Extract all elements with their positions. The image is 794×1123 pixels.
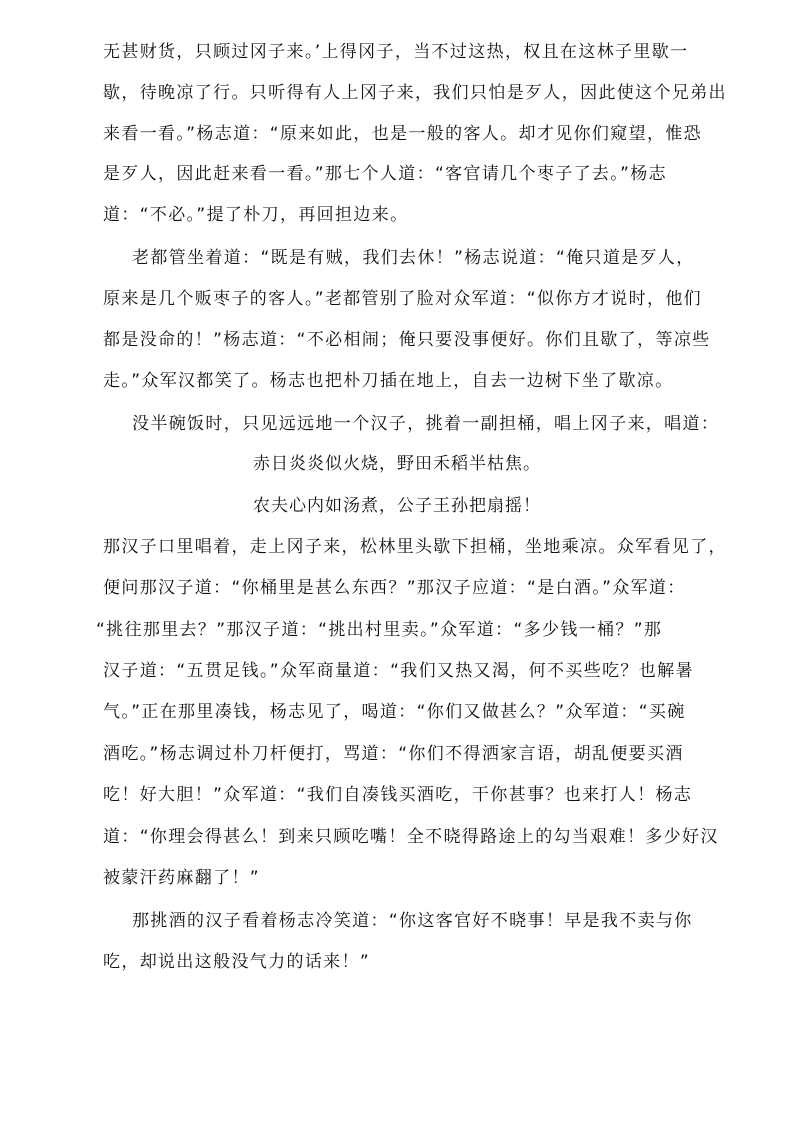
text-line: 吃，却说出这般没气力的话来！” xyxy=(103,952,371,972)
poem-line: 赤日炎炎似火烧，野田禾稻半枯焦。 xyxy=(253,454,541,474)
text-line: 无甚财货，只顾过冈子来。’上得冈子，当不过这热，权且在这林子里歇一 xyxy=(103,42,689,62)
poem-line: 农夫心内如汤煮，公子王孙把扇摇！ xyxy=(253,496,541,516)
text-line: 原来是几个贩枣子的客人。”老都管别了脸对众军道：“似你方才说时，他们 xyxy=(103,289,703,309)
text-line: 汉子道：“五贯足钱。”众军商量道：“我们又热又渴，何不买些吃？也解暑 xyxy=(103,661,694,681)
text-line: “挑往那里去？”那汉子道：“挑出村里卖。”众军道：“多少钱一桶？”那 xyxy=(96,620,663,640)
text-line: 酒吃。”杨志调过朴刀杆便打，骂道：“你们不得洒家言语，胡乱便要买酒 xyxy=(103,744,684,764)
paragraph-start: 没半碗饭时，只见远远地一个汉子，挑着一副担桶，唱上冈子来，唱道： xyxy=(132,414,720,434)
paragraph-start: 老都管坐着道：“既是有贼，我们去休！”杨志说道：“俺只道是歹人， xyxy=(132,248,695,268)
text-line: 被蒙汗药麻翻了！” xyxy=(103,868,260,888)
text-line: 是歹人，因此赶来看一看。”那七个人道：“客官请几个枣子了去。”杨志 xyxy=(103,164,667,184)
text-line: 吃！好大胆！”众军道：“我们自凑钱买酒吃，干你甚事？也来打人！杨志 xyxy=(103,785,693,805)
text-line: 来看一看。”杨志道：“原来如此，也是一般的客人。却才见你们窥望，惟恐 xyxy=(103,124,703,144)
text-line: 歇，待晚凉了行。只听得有人上冈子来，我们只怕是歹人，因此使这个兄弟出 xyxy=(103,83,727,103)
text-line: 道：“你理会得甚么！到来只顾吃嘴！全不晓得路途上的勾当艰难！多少好汉 xyxy=(103,827,719,847)
text-line: 气。”正在那里凑钱，杨志见了，喝道：“你们又做甚么？”众军道：“买碗 xyxy=(103,702,686,722)
text-line: 道：“不必。”提了朴刀，再回担边来。 xyxy=(103,205,409,225)
text-line: 都是没命的！”杨志道：“不必相闹；俺只要没事便好。你们且歇了，等凉些 xyxy=(103,330,711,350)
text-line: 走。”众军汉都笑了。杨志也把朴刀插在地上，自去一边树下坐了歇凉。 xyxy=(103,371,674,391)
text-line: 那汉子口里唱着，走上冈子来，松林里头歇下担桶，坐地乘凉。众军看见了， xyxy=(103,537,727,557)
paragraph-start: 那挑酒的汉子看着杨志冷笑道：“你这客官好不晓事！早是我不卖与你 xyxy=(132,911,693,931)
text-line: 便问那汉子道：“你桶里是甚么东西？”那汉子应道：“是白酒。”众军道： xyxy=(103,578,686,598)
